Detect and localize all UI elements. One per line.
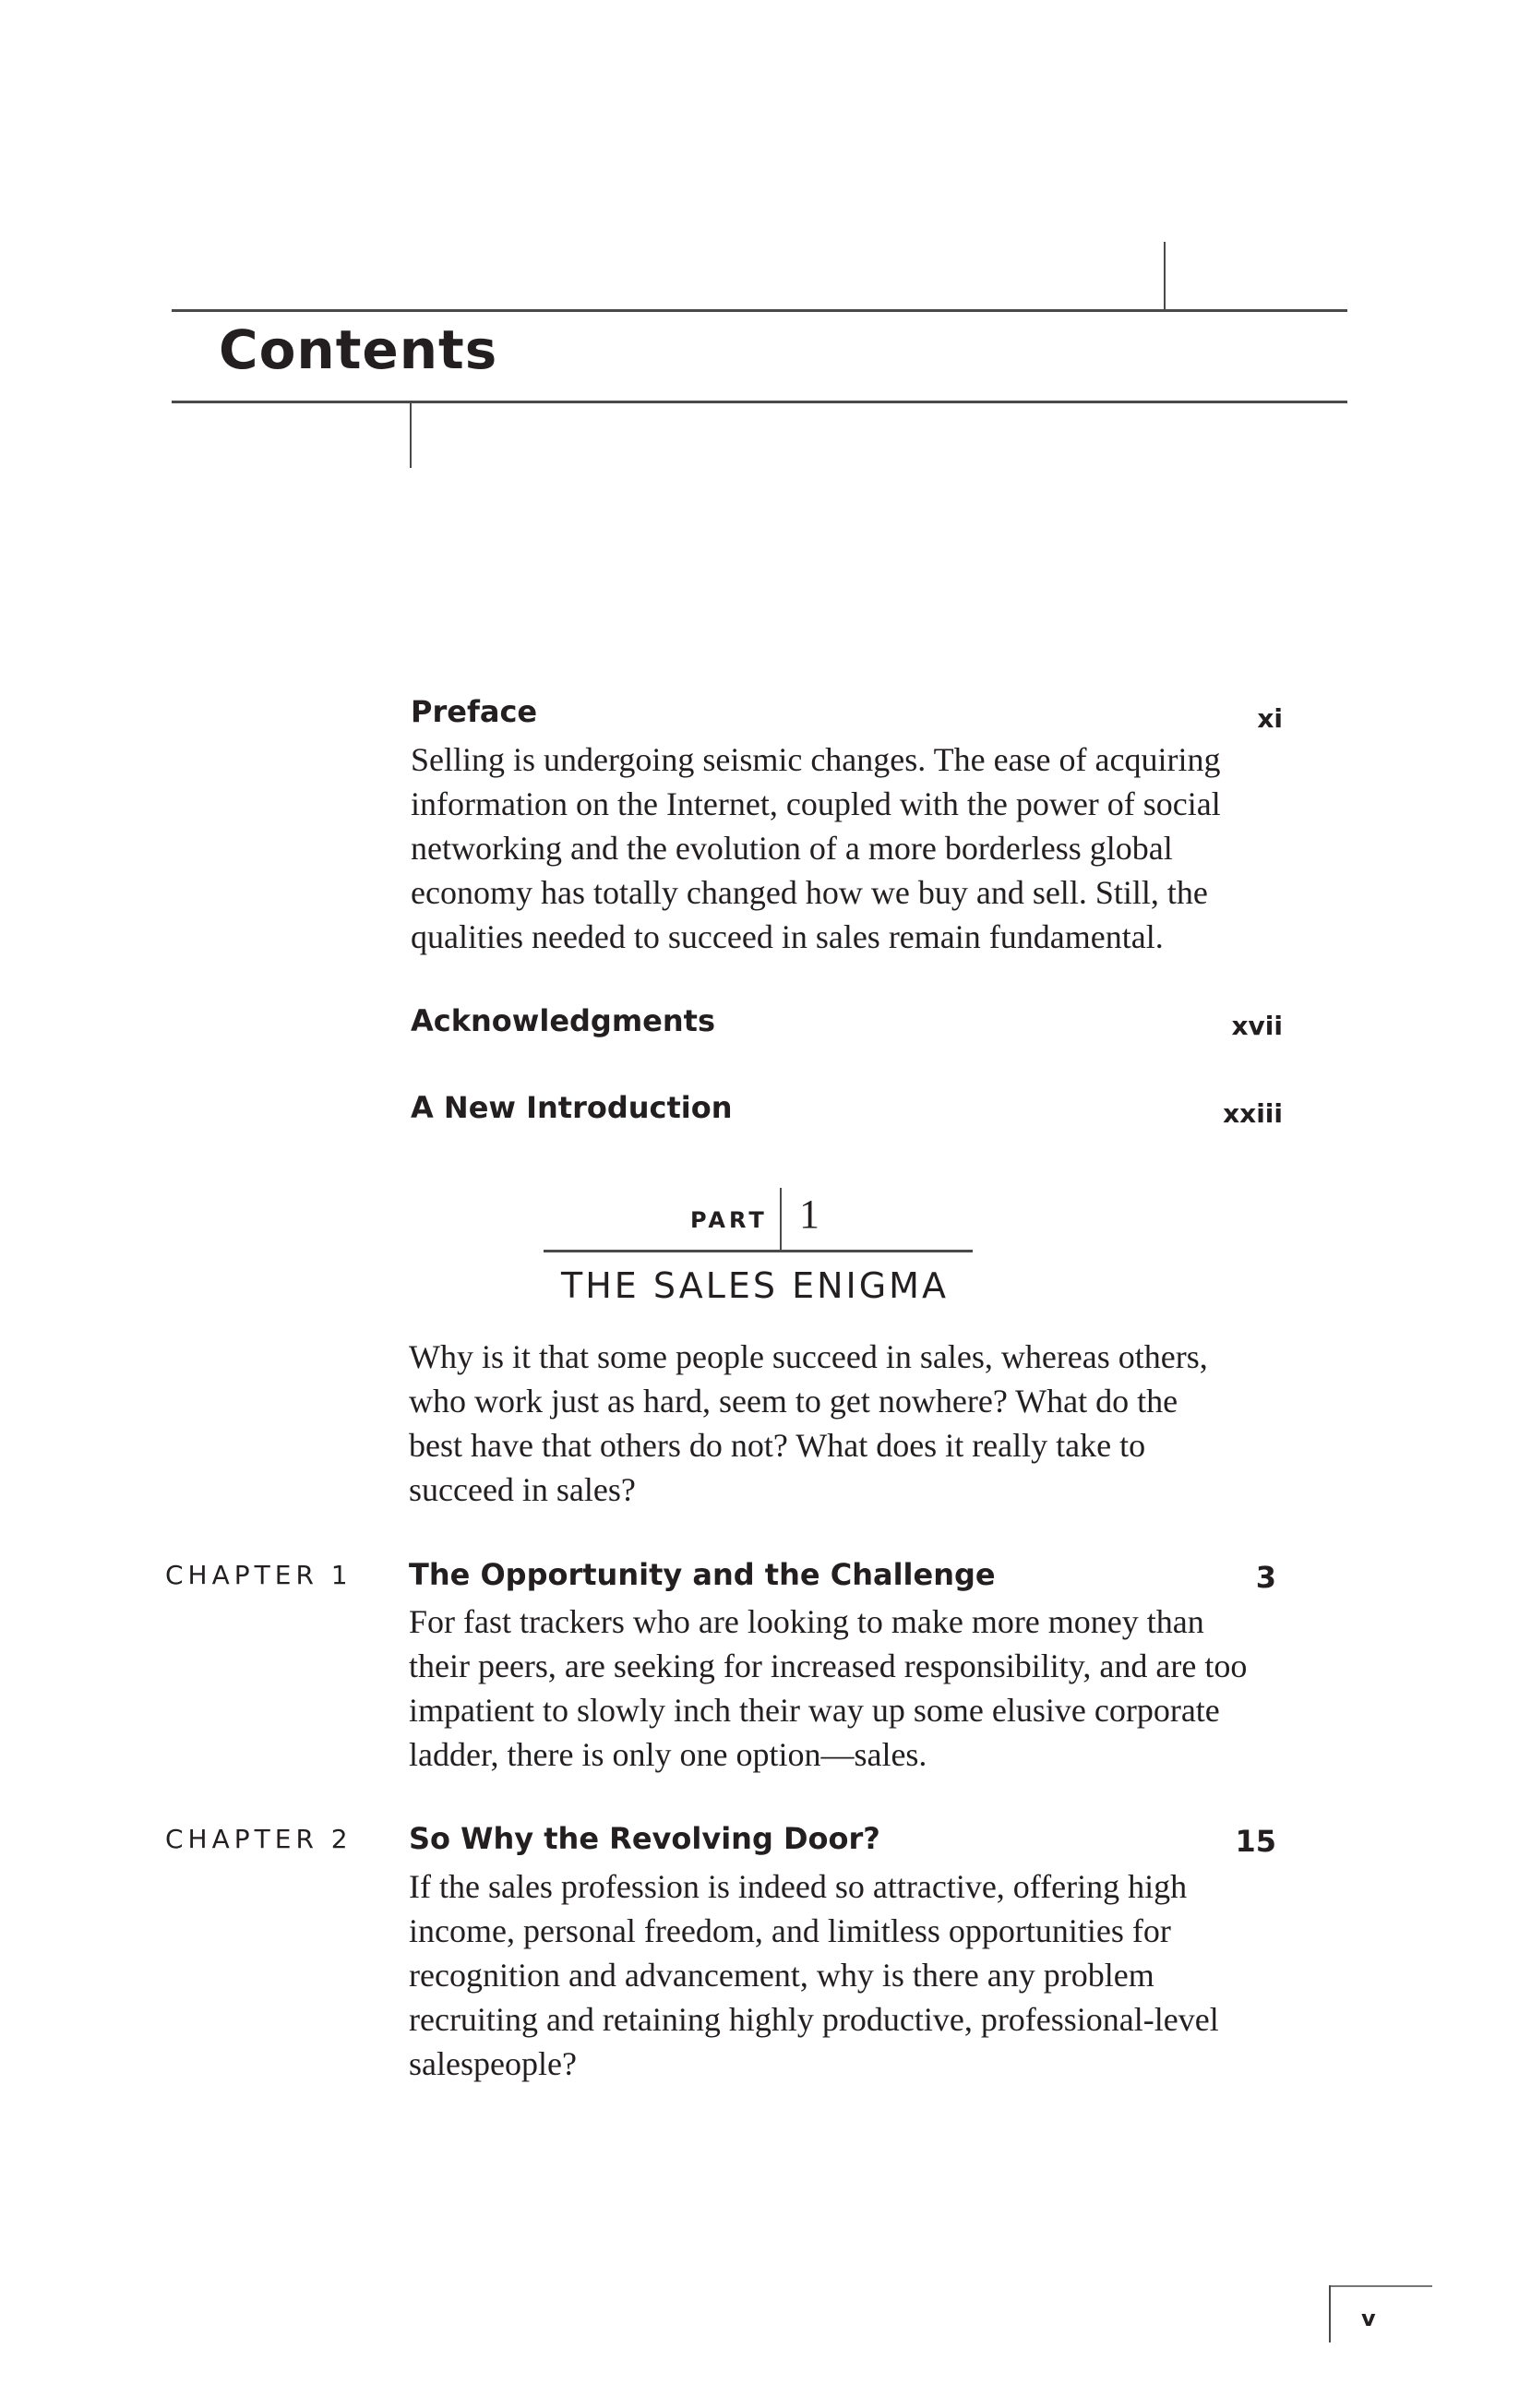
chapter-title: So Why the Revolving Door? — [409, 1821, 880, 1856]
part-label: PART — [690, 1207, 768, 1233]
part-divider — [780, 1188, 782, 1251]
part-number: 1 — [799, 1192, 819, 1237]
chapter-description — [409, 1864, 1219, 2086]
bottom-rule — [172, 401, 1347, 403]
folio-tick — [1329, 2285, 1331, 2342]
description-line: recruiting and retaining highly productive, professional-level — [409, 2001, 1219, 2038]
entry-description-preface — [411, 737, 1221, 959]
description-line: For fast trackers who are looking to make more money than — [409, 1603, 1204, 1640]
chapter-page: 15 — [1235, 1824, 1276, 1859]
top-rule-tick — [1164, 242, 1166, 310]
description-line: best have that others do not? What does it really take to — [409, 1427, 1146, 1464]
entry-title-preface: Preface — [411, 694, 538, 729]
page-title: Contents — [219, 318, 498, 381]
description-line: If the sales profession is indeed so attractive, offering high — [409, 1868, 1188, 1905]
description-line: succeed in sales? — [409, 1471, 636, 1508]
description-line: their peers, are seeking for increased responsibility, and are too — [409, 1647, 1248, 1684]
page-number: v — [1361, 2306, 1376, 2331]
chapter-description — [409, 1599, 1247, 1777]
description-line: qualities needed to succeed in sales remain fundamental. — [411, 918, 1164, 955]
chapter-label: CHAPTER 2 — [165, 1824, 353, 1854]
entry-page-preface: xi — [1257, 703, 1283, 734]
folio-rule — [1329, 2285, 1432, 2287]
part-rule — [544, 1250, 973, 1252]
chapter-title: The Opportunity and the Challenge — [409, 1557, 996, 1592]
top-rule — [172, 309, 1347, 312]
description-line: recognition and advancement, why is there any problem — [409, 1957, 1154, 1994]
description-line: networking and the evolution of a more borderless global — [411, 830, 1173, 867]
description-line: income, personal freedom, and limitless opportunities for — [409, 1912, 1171, 1949]
entry-page-acknowledgments: xvii — [1231, 1011, 1283, 1041]
chapter-page: 3 — [1255, 1560, 1276, 1595]
chapter-label: CHAPTER 1 — [165, 1560, 353, 1590]
part-title: THE SALES ENIGMA — [561, 1265, 949, 1306]
description-line: who work just as hard, seem to get nowhere? What do the — [409, 1383, 1178, 1420]
description-line: ladder, there is only one option—sales. — [409, 1736, 927, 1773]
description-line: salespeople? — [409, 2045, 577, 2082]
description-line: Why is it that some people succeed in sales, whereas others, — [409, 1338, 1208, 1375]
entry-title-new-introduction: A New Introduction — [411, 1090, 733, 1125]
entry-title-acknowledgments: Acknowledgments — [411, 1003, 715, 1038]
description-line: impatient to slowly inch their way up some elusive corporate — [409, 1692, 1220, 1729]
entry-page-new-introduction: xxiii — [1223, 1098, 1283, 1129]
description-line: economy has totally changed how we buy and sell. Still, the — [411, 874, 1208, 911]
description-line: information on the Internet, coupled with the power of social — [411, 785, 1221, 822]
part-description — [409, 1335, 1208, 1512]
description-line: Selling is undergoing seismic changes. The ease of acquiring — [411, 741, 1221, 778]
bottom-rule-tick — [410, 401, 412, 468]
